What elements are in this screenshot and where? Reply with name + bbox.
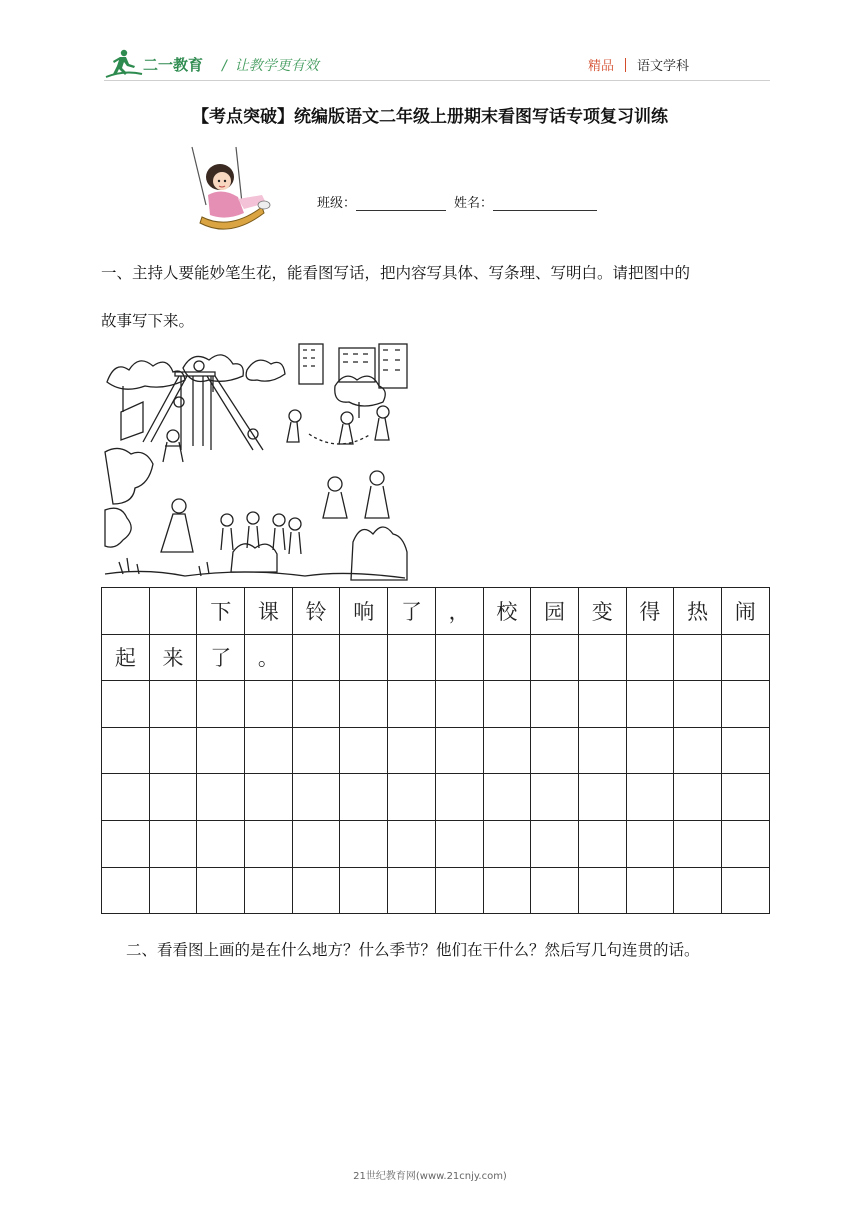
grid-cell[interactable]: [340, 820, 388, 867]
grid-cell[interactable]: [435, 681, 483, 728]
grid-cell[interactable]: [292, 681, 340, 728]
grid-cell[interactable]: [149, 820, 197, 867]
grid-cell[interactable]: 得: [626, 588, 674, 635]
grid-cell[interactable]: [245, 820, 293, 867]
grid-cell[interactable]: [674, 774, 722, 821]
grid-cell[interactable]: [578, 634, 626, 681]
playground-scene-illustration: [103, 342, 410, 581]
grid-cell[interactable]: [626, 727, 674, 774]
grid-row: [102, 867, 770, 914]
grid-cell[interactable]: 铃: [292, 588, 340, 635]
grid-cell[interactable]: 课: [245, 588, 293, 635]
runner-icon: [106, 50, 142, 77]
grid-cell[interactable]: [102, 727, 150, 774]
grid-cell[interactable]: [388, 867, 436, 914]
question-2: 二、看看图上画的是在什么地方？什么季节？他们在干什么？然后写几句连贯的话。: [126, 941, 700, 959]
page-footer: 21世纪教育网(www.21cnjy.com): [353, 1171, 507, 1182]
name-label: 姓名：: [454, 196, 494, 211]
grid-cell[interactable]: [197, 820, 245, 867]
grid-cell[interactable]: [245, 681, 293, 728]
grid-cell[interactable]: [531, 634, 579, 681]
grid-cell[interactable]: [340, 634, 388, 681]
grid-cell[interactable]: [531, 681, 579, 728]
grid-cell[interactable]: 闹: [721, 588, 769, 635]
grid-cell[interactable]: [483, 867, 531, 914]
grid-cell[interactable]: 起: [102, 634, 150, 681]
grid-cell[interactable]: 校: [483, 588, 531, 635]
grid-cell[interactable]: [292, 867, 340, 914]
grid-cell[interactable]: [626, 867, 674, 914]
grid-cell[interactable]: [578, 774, 626, 821]
grid-cell[interactable]: [197, 867, 245, 914]
grid-cell[interactable]: 下: [197, 588, 245, 635]
grid-cell[interactable]: [674, 820, 722, 867]
grid-cell[interactable]: [721, 774, 769, 821]
slogan-text: 让教学更有效: [234, 58, 319, 74]
grid-cell[interactable]: [245, 774, 293, 821]
grid-cell[interactable]: [721, 681, 769, 728]
grid-row: [102, 727, 770, 774]
question-1-line-1: 一、主持人要能妙笔生花，能看图写话，把内容写具体、写条理、写明白。请把图中的: [101, 264, 691, 282]
grid-cell[interactable]: 来: [149, 634, 197, 681]
grid-cell[interactable]: [292, 634, 340, 681]
tag-divider: [625, 58, 626, 72]
grid-cell[interactable]: [674, 727, 722, 774]
grid-cell[interactable]: [245, 727, 293, 774]
grid-cell[interactable]: [483, 634, 531, 681]
grid-cell[interactable]: [102, 588, 150, 635]
grid-cell[interactable]: 了: [197, 634, 245, 681]
grid-cell[interactable]: [102, 774, 150, 821]
grid-cell[interactable]: [626, 820, 674, 867]
grid-cell[interactable]: 响: [340, 588, 388, 635]
grid-cell[interactable]: [483, 774, 531, 821]
grid-cell[interactable]: [721, 634, 769, 681]
grid-cell[interactable]: [721, 820, 769, 867]
quality-tag: 精品: [588, 59, 615, 74]
grid-cell[interactable]: [149, 867, 197, 914]
grid-cell[interactable]: [102, 867, 150, 914]
grid-cell[interactable]: 了: [388, 588, 436, 635]
grid-cell[interactable]: [388, 634, 436, 681]
grid-cell[interactable]: ，: [435, 588, 483, 635]
grid-cell[interactable]: [149, 681, 197, 728]
grid-cell[interactable]: [245, 867, 293, 914]
grid-row: [102, 634, 770, 681]
writing-grid-body: [102, 588, 770, 914]
grid-row: [102, 681, 770, 728]
grid-cell[interactable]: [483, 681, 531, 728]
subject-tag: 语文学科: [637, 59, 690, 74]
writing-grid: [101, 587, 770, 914]
grid-cell[interactable]: [340, 681, 388, 728]
grid-cell[interactable]: [626, 634, 674, 681]
grid-cell[interactable]: 变: [578, 588, 626, 635]
grid-cell[interactable]: [292, 727, 340, 774]
grid-cell[interactable]: [149, 774, 197, 821]
grid-cell[interactable]: [626, 774, 674, 821]
grid-cell[interactable]: [435, 727, 483, 774]
grid-cell[interactable]: [435, 634, 483, 681]
grid-cell[interactable]: [531, 774, 579, 821]
grid-cell[interactable]: [483, 727, 531, 774]
grid-cell[interactable]: [388, 820, 436, 867]
class-label: 班级：: [317, 196, 357, 211]
brand-logo: [104, 48, 214, 80]
grid-cell[interactable]: [626, 681, 674, 728]
grid-cell[interactable]: [721, 727, 769, 774]
slogan-separator: /: [222, 58, 227, 74]
grid-cell[interactable]: [340, 774, 388, 821]
grid-cell[interactable]: [197, 681, 245, 728]
grid-cell[interactable]: [149, 727, 197, 774]
grid-cell[interactable]: 热: [674, 588, 722, 635]
grid-cell[interactable]: [388, 681, 436, 728]
grid-cell[interactable]: [578, 727, 626, 774]
question-1-line-2: 故事写下来。: [101, 312, 195, 330]
grid-cell[interactable]: [102, 820, 150, 867]
grid-cell[interactable]: [388, 727, 436, 774]
grid-cell[interactable]: [292, 820, 340, 867]
grid-row: [102, 774, 770, 821]
page-title: 【考点突破】统编版语文二年级上册期末看图写话专项复习训练: [192, 107, 668, 127]
grid-cell[interactable]: [292, 774, 340, 821]
grid-row: [102, 588, 770, 635]
logo-text: 二一教育: [143, 57, 204, 74]
grid-cell[interactable]: [388, 774, 436, 821]
grid-cell[interactable]: [340, 867, 388, 914]
grid-cell[interactable]: [531, 820, 579, 867]
grid-cell[interactable]: [102, 681, 150, 728]
class-field[interactable]: [356, 196, 446, 211]
grid-cell[interactable]: [531, 727, 579, 774]
grid-cell[interactable]: [435, 774, 483, 821]
grid-row: [102, 820, 770, 867]
swing-girl-illustration: [182, 143, 282, 243]
header-divider: [104, 80, 770, 81]
header-tags: [588, 55, 689, 74]
grid-cell[interactable]: [197, 727, 245, 774]
grid-cell[interactable]: [531, 867, 579, 914]
name-field[interactable]: [493, 196, 597, 211]
slogan: [222, 55, 319, 75]
grid-cell[interactable]: [578, 820, 626, 867]
grid-cell[interactable]: [578, 681, 626, 728]
grid-cell[interactable]: [674, 634, 722, 681]
grid-cell[interactable]: [435, 867, 483, 914]
grid-cell[interactable]: [435, 820, 483, 867]
grid-cell[interactable]: [149, 588, 197, 635]
grid-cell[interactable]: [578, 867, 626, 914]
student-info-line: [317, 192, 597, 211]
grid-cell[interactable]: 园: [531, 588, 579, 635]
grid-cell[interactable]: [674, 681, 722, 728]
grid-cell[interactable]: [483, 820, 531, 867]
grid-cell[interactable]: [197, 774, 245, 821]
grid-cell[interactable]: [721, 867, 769, 914]
grid-cell[interactable]: [340, 727, 388, 774]
grid-cell[interactable]: [674, 867, 722, 914]
grid-cell[interactable]: 。: [245, 634, 293, 681]
